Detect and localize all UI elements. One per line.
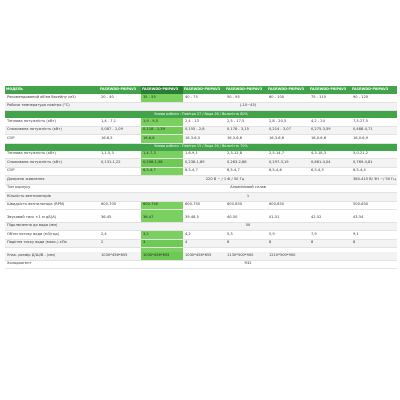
row-label: Упак. розмір Д/Ш/В - (мм) (5, 252, 99, 260)
row-merged-value: 1 (99, 193, 397, 202)
header-model-7: FASRWDD-P8IPAV3 (351, 86, 397, 94)
row-value: 16,3-6,6 (267, 135, 309, 144)
row-value: 6,5-4,7 (225, 167, 267, 176)
row-value: 39-48,5 (183, 214, 225, 222)
row-label: Споживана потужність (кВт) (5, 126, 99, 135)
row-value: 2,4 (99, 231, 141, 240)
row-value: 16,0-6,6 (309, 135, 351, 144)
row-label: COP (5, 135, 99, 144)
row-value: 600-850 (267, 201, 309, 210)
row-value (309, 201, 351, 210)
table-row (5, 159, 397, 168)
row-value (351, 252, 397, 260)
table-row (5, 222, 397, 231)
section-header (5, 143, 397, 151)
row-value: 6,5-4,7 (141, 167, 183, 176)
table-row (5, 176, 397, 185)
header-model-3: FASRWDD-P8IPAV3 (183, 86, 225, 94)
row-value: 1030*456*655 (141, 252, 183, 260)
row-value: 500-650 (351, 201, 397, 210)
row-value: 1,4 - 7,1 (99, 118, 141, 126)
row-value: 2,5 - 17,5 (225, 118, 267, 126)
header-model-4: FASRWDD-P8IPAV3 (225, 86, 267, 94)
table-row (5, 135, 397, 144)
row-value: 1,6-9,1 (183, 151, 225, 159)
table-row (5, 193, 397, 202)
row-value: 600-700 (99, 201, 141, 210)
row-value: 7,5-27,5 (351, 118, 397, 126)
header-model-1: FASRWDD-P8IPAV3 (99, 86, 141, 94)
row-value: 8 (309, 239, 351, 248)
table-row (5, 126, 397, 135)
row-value: 5,9 (267, 231, 309, 240)
row-value: 1,9 - 9,5 (141, 118, 183, 126)
row-merged-value: R32 (99, 260, 397, 269)
row-value: 1,4-7,3 (141, 151, 183, 159)
table-row (5, 231, 397, 240)
table-row (5, 151, 397, 159)
row-value: 0,087 - 1,09 (99, 126, 141, 135)
row-value: 9,1 (351, 231, 397, 240)
row-value: 0,488-4,71 (351, 126, 397, 135)
row-label: Теплова потужність (кВт) (5, 118, 99, 126)
row-value: 40-50 (225, 214, 267, 222)
row-value: 36-45 (99, 214, 141, 222)
row-value: 20 - 40 (99, 94, 141, 102)
row-value: 4,2 (183, 231, 225, 240)
row-value: 0,178 - 3,15 (225, 126, 267, 135)
row-label: Теплова потужність (кВт) (5, 151, 99, 159)
table-row (5, 239, 397, 248)
header-model-6: FASRWDD-P8IPAV3 (309, 86, 351, 94)
row-value (99, 167, 141, 176)
row-value: 16,3-6,5 (183, 135, 225, 144)
row-value: 2,4 - 13 (183, 118, 225, 126)
row-value: 16-6,6 (141, 135, 183, 144)
row-value: 0,155 - 2,8 (183, 126, 225, 135)
row-value: 0,661-4,04 (309, 159, 351, 168)
row-merged-value: 50 (99, 222, 397, 231)
row-label: Рекомендований об'єм басейну (м3) (5, 94, 99, 102)
row-value: 8 (267, 239, 309, 248)
row-value: 3,2 (141, 231, 183, 240)
row-value: 0,238-1,89 (183, 159, 225, 168)
row-value: 0,263-2,86 (225, 159, 267, 168)
table-row (5, 214, 397, 222)
row-value: 600-850 (225, 201, 267, 210)
row-value: 8 (351, 239, 397, 248)
row-value: 1030*456*655 (183, 252, 225, 260)
table-row (5, 167, 397, 176)
spec-table (5, 86, 397, 269)
row-value: 6,5-4,7 (183, 167, 225, 176)
spec-table-body (5, 86, 397, 269)
row-value: 35 - 55 (141, 94, 183, 102)
row-label: Тип корпусу (5, 184, 99, 193)
row-value: 1,1-5,3 (99, 151, 141, 159)
row-value: 6,5-4,5 (309, 167, 351, 176)
section-title: Умови роботи : Повітря 27 / Вода 26 / Вологість 80% (5, 111, 397, 119)
row-value: 2,5-14,7 (267, 151, 309, 159)
table-header-row (5, 86, 397, 94)
row-value: 6 (225, 239, 267, 248)
table-row (5, 252, 397, 260)
header-model-label: МОДЕЛЬ (5, 86, 99, 94)
row-value: 600-750 (183, 201, 225, 210)
section-title: Умови роботи : Повітря 15 / Вода 26 / Вологість 70% (5, 143, 397, 151)
row-value: 0,275-3,59 (309, 126, 351, 135)
row-label: Підключення до води (мм) (5, 222, 99, 231)
row-label: Холодоагент (5, 260, 99, 269)
row-value: 90 - 120 (351, 94, 397, 102)
row-value: 2,8 - 20,5 (267, 118, 309, 126)
row-value: 0,206-1,58 (141, 159, 183, 168)
row-value: 6,5-4,4 (351, 167, 397, 176)
row-value: 0,769-4,81 (351, 159, 397, 168)
table-row (5, 201, 397, 210)
row-value: 600-750 (141, 201, 183, 210)
table-row (5, 94, 397, 102)
row-value: 0,131-1,22 (99, 159, 141, 168)
row-value: 42-52 (309, 214, 351, 222)
row-label: Звуковий тиск з 1 м дБ(А) (5, 214, 99, 222)
row-value: 16-6,5 (99, 135, 141, 144)
row-value: 41-51 (267, 214, 309, 222)
row-value: 4,3-18,3 (309, 151, 351, 159)
header-model-5: FASRWDD-P8IPAV3 (267, 86, 309, 94)
row-label: COP (5, 167, 99, 176)
row-label: Джерело живлення (5, 176, 99, 185)
row-value: 5,3 (225, 231, 267, 240)
row-merged-value: Алюмінієвий сплав (99, 184, 397, 193)
row-value: 4 (183, 239, 225, 248)
row-label: Швидкість вентилятора (RPM) (5, 201, 99, 210)
row-label: Кількість вентиляторів (5, 193, 99, 202)
row-label: Споживана потужність (кВт) (5, 159, 99, 168)
row-value: 36-47 (141, 214, 183, 222)
table-row (5, 102, 397, 111)
spec-sheet (5, 86, 397, 269)
table-row (5, 184, 397, 193)
row-value: 1210*500*900 (267, 252, 309, 260)
row-value (309, 252, 351, 260)
header-model-2: FASRWDD-P8IPAV3 (141, 86, 183, 94)
table-row (5, 118, 397, 126)
row-value: 0,297-3,19 (267, 159, 309, 168)
row-value: 50 - 95 (225, 94, 267, 102)
row-value: 7,9 (309, 231, 351, 240)
row-value: 6,5-4,6 (267, 167, 309, 176)
row-value: 4,2 - 24 (309, 118, 351, 126)
row-value: 43-54 (351, 214, 397, 222)
row-label: Падіння тиску води (макс.) кПа (5, 239, 99, 248)
row-value: 16,3-6,6 (225, 135, 267, 144)
row-value: 1130*500*900 (225, 252, 267, 260)
row-value: 2 (99, 239, 141, 248)
row-value: 60 - 100 (267, 94, 309, 102)
section-header (5, 111, 397, 119)
row-value: 5,0-21,2 (351, 151, 397, 159)
row-value: 75 - 115 (309, 94, 351, 102)
row-label: Об'єм потоку води (м3/год) (5, 231, 99, 240)
row-value: 0,214 - 3,07 (267, 126, 309, 135)
row-value-last: 380-415 В/ 3Н ~/ 50 Гц (351, 176, 397, 185)
row-merged-value: 220 В ~ / 1 Ф / 50 Гц (99, 176, 351, 185)
table-row (5, 260, 397, 269)
row-value: 40 - 75 (183, 94, 225, 102)
row-value: 2,3-12,8 (225, 151, 267, 159)
row-value: 0,118 - 1,39 (141, 126, 183, 135)
row-value: 1030*456*655 (99, 252, 141, 260)
row-merged-value: (-10~43) (99, 102, 397, 111)
row-value: 3 (141, 239, 183, 248)
row-label: Робоча температура повітря (°C) (5, 102, 99, 111)
row-value: 16,0-6,9 (351, 135, 397, 144)
